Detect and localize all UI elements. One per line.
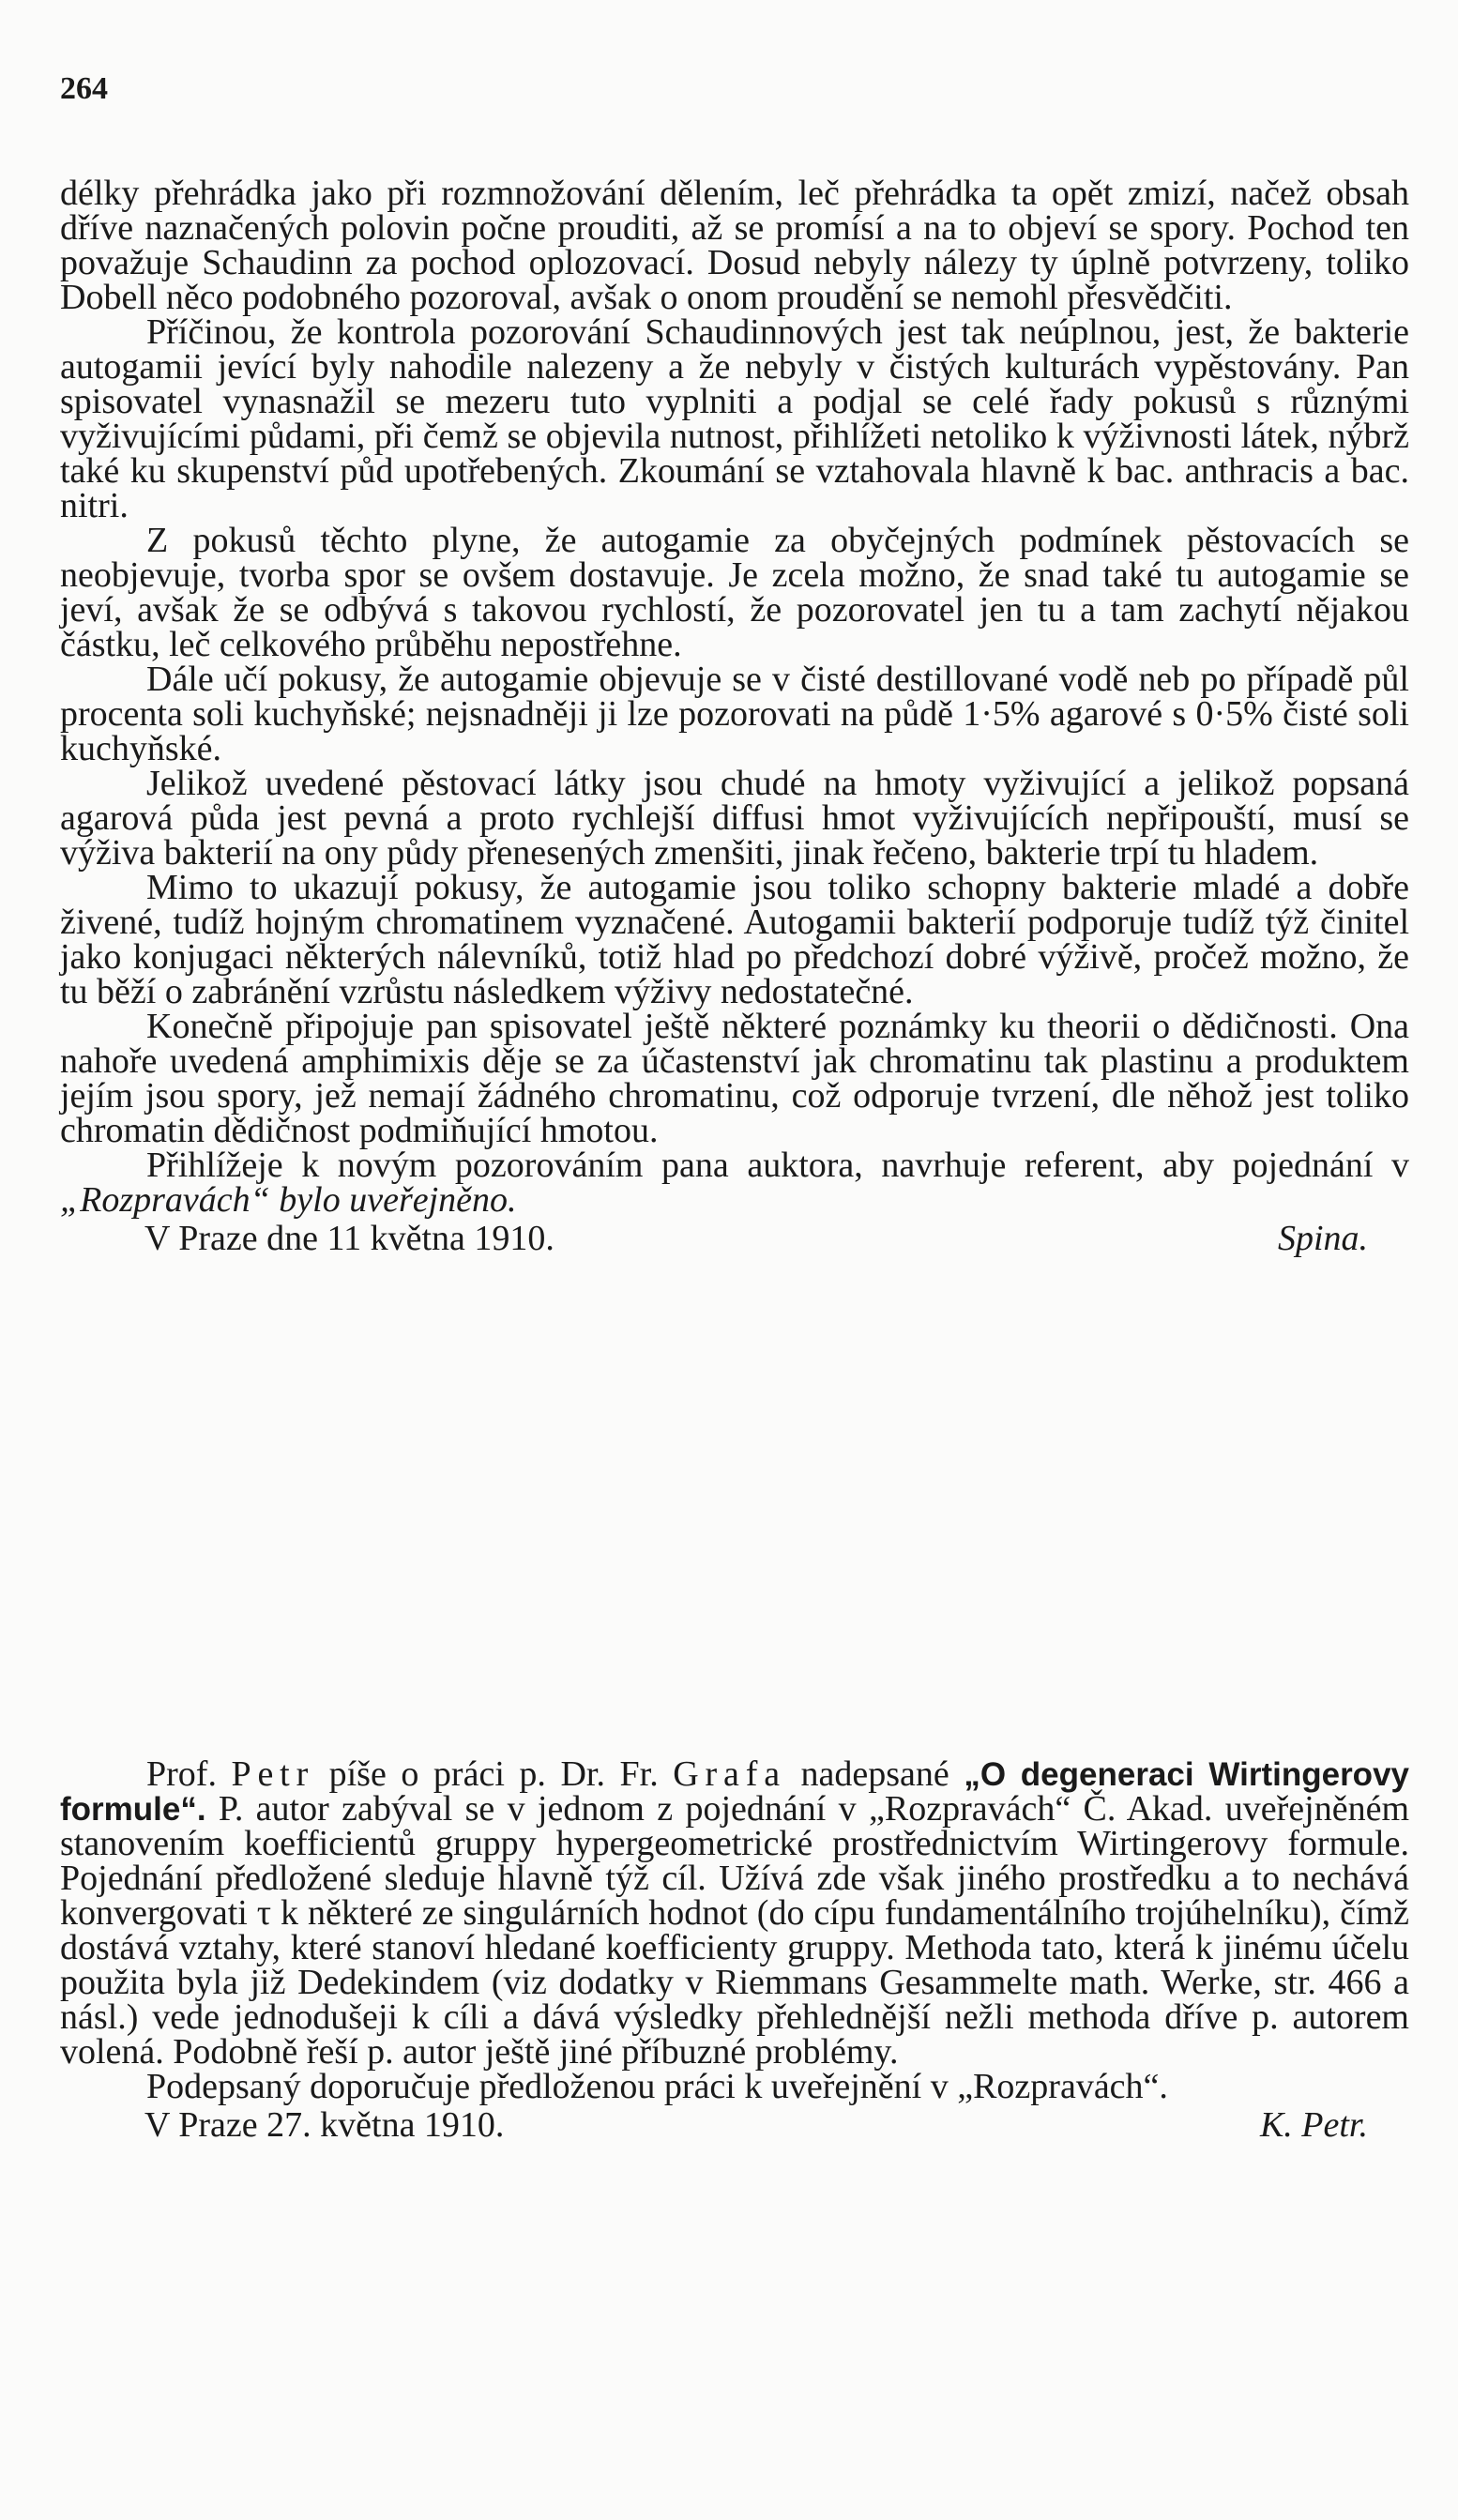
report-spina <box>60 176 1409 1256</box>
paragraph: Dále učí pokusy, že autogamie objevuje se v čisté destillované vodě neb po případě půl procenta soli kuchyňské; nejsnadněji ji lze pozorovati na půdě 1·5% agarové s 0·5% čisté soli kuchyňské. <box>60 660 1409 768</box>
closing-italic: „Rozpravách“ bylo uveřejněno. <box>60 1180 517 1220</box>
author-name: Petr <box>231 1754 315 1794</box>
paragraph: Příčinou, že kontrola pozorování Schaudinnových jest tak neúplnou, jest, že bakterie autogamii jevící byly nahodile nalezeny a že nebyly v čistých kulturách vypěstovány. Pan spisovatel vynasnažil se mezeru tuto vyplniti a podjal se celé řady pokusů s různými vyživujícími půdami, při čemž se objevila nutnost, přihlížeti netoliko k výživnosti látek, nýbrž také ku skupenství půd upotřebených. Zkoumání se vztahovala hlavně k bac. anthracis a bac. nitri. <box>60 312 1409 525</box>
paragraph-intro <box>60 1754 1409 2072</box>
signature-line <box>60 1219 1409 1258</box>
page-number: 264 <box>60 71 108 106</box>
closing-text: Přihlížeje k novým pozorováním pana auktora, navrhuje referent, aby pojednání v <box>146 1146 1409 1185</box>
intro-body: P. autor zabýval se v jednom z pojednání v „Rozpravách“ Č. Akad. uveřejněném stanovením koefficientů gruppy hypergeometrické prostřednictvím Wirtingerovy formule. Pojednání předložené sleduje hlavně týž cíl. Užívá zde však jiného prostředku a to nechává konvergovati τ k některé ze singulárních hodnot (do cípu fundamentálního trojúhelníku), čímž dostává vztahy, které stanoví hledané koefficienty gruppy. Methoda tato, která k jinému účelu použita byla již Dedekindem (viz dodatky v Riemmans Gesammelte math. Werke, str. 466 a násl.) vede jednodušeji k cíli a dává výsledky přehlednější nežli methoda dříve p. autorem volená. Podobně řeší p. autor ještě jiné příbuzné problémy. <box>60 1789 1409 2072</box>
signature-line <box>60 2105 1409 2145</box>
author-signature: Spina. <box>1277 1219 1368 1258</box>
author-signature: K. Petr. <box>1259 2105 1368 2145</box>
intro-text: píše o práci p. Dr. Fr. <box>314 1754 674 1794</box>
author-name: Grafa <box>673 1754 786 1794</box>
date: V Praze 27. května 1910. <box>144 2105 505 2145</box>
paper-title: „O degeneraci Wirtingerovy formule“. <box>60 1756 1409 1828</box>
intro-text: Prof. <box>146 1754 232 1794</box>
paragraph: délky přehrádka jako při rozmnožování dělením, leč přehrádka ta opět zmizí, načež obsah dříve naznačených polovin počne prouditi, až se promísí a na to objeví se spory. Pochod ten považuje Schaudinn za pochod oplozovací. Dosud nebyly nálezy ty úplně potvrzeny, toliko Dobell něco podobného pozoroval, avšak o onom proudění se nemohl přesvědčiti. <box>60 174 1409 317</box>
paragraph: Konečně připojuje pan spisovatel ještě některé poznámky ku theorii o dědičnosti. Ona nahoře uvedená amphimixis děje se za účastenství jak chromatinu tak plastinu a produktem jejím jsou spory, jež nemají žádného chromatinu, což odporuje tvrzení, dle něhož jest toliko chromatin dědičnost podmiňující hmotou. <box>60 1007 1409 1150</box>
paragraph: Jelikož uvedené pěstovací látky jsou chudé na hmoty vyživující a jelikož popsaná agarová půda jest pevná a proto rychlejší diffusi hmot vyživujících nepřipouští, musí se výživa bakterií na ony půdy přenesených zmenšiti, jinak řečeno, bakterie trpí tu hladem. <box>60 764 1409 873</box>
report-petr <box>60 1754 1409 2145</box>
closing-paragraph: Podepsaný doporučuje předloženou práci k uveřejnění v „Rozpravách“. <box>146 2067 1168 2106</box>
closing-paragraph <box>60 1148 1409 1218</box>
intro-text: nadepsané <box>785 1754 964 1794</box>
date: V Praze dne 11 května 1910. <box>144 1219 554 1258</box>
paragraph: Mimo to ukazují pokusy, že autogamie jsou toliko schopny bakterie mladé a dobře živené, tudíž hojným chromatinem vyznačené. Autogamii bakterií podporuje tudíž týž činitel jako konjugaci některých nálevníků, totiž hlad po předchozí dobré výživě, pročež možno, že tu běží o zabránění vzrůstu následkem výživy nedostatečné. <box>60 868 1409 1011</box>
paragraph: Z pokusů těchto plyne, že autogamie za obyčejných podmínek pěstovacích se neobjevuje, tvorba spor se ovšem dostavuje. Je zcela možno, že snad také tu autogamie se jeví, avšak že se odbývá s takovou rychlostí, že pozorovatel jen tu a tam zachytí nějakou částku, leč celkového průběhu nepostřehne. <box>60 521 1409 664</box>
